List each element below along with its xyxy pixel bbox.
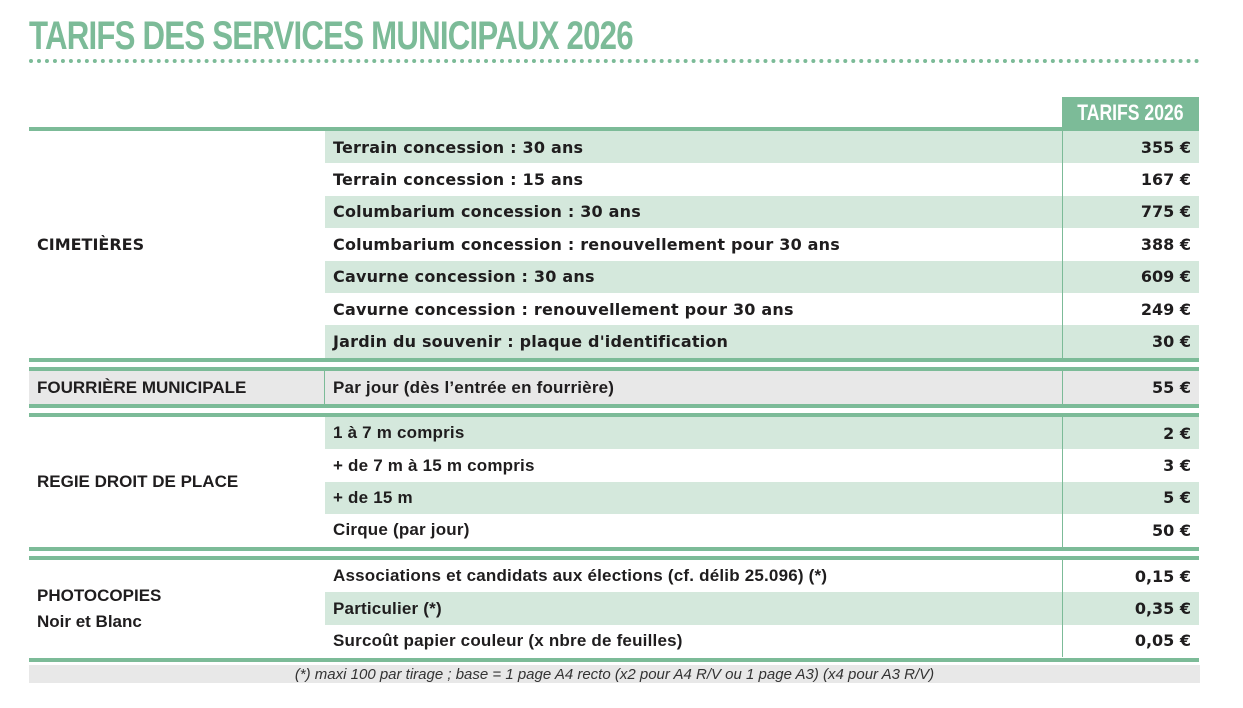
- category-name: CIMETIÈRES: [37, 234, 145, 254]
- row-price: 167 €: [1062, 163, 1199, 195]
- table-row: [325, 449, 1199, 481]
- row-price: 388 €: [1062, 228, 1199, 260]
- table-row: [325, 625, 1199, 657]
- row-price: 30 €: [1062, 325, 1199, 357]
- row-label: 1 à 7 m compris: [333, 423, 465, 443]
- table-row: [325, 325, 1199, 357]
- table-row: [325, 293, 1199, 325]
- table-row: [325, 417, 1199, 449]
- row-price: 609 €: [1062, 261, 1199, 293]
- row-label: Cavurne concession : renouvellement pour 30 ans: [333, 299, 794, 319]
- row-price: 0,35 €: [1062, 592, 1199, 624]
- row-label: Cavurne concession : 30 ans: [333, 267, 595, 287]
- category-label: [29, 560, 333, 658]
- table-row: [325, 592, 1199, 624]
- row-price: 0,15 €: [1062, 560, 1199, 592]
- category-label: [29, 371, 325, 404]
- category-name: REGIE DROIT DE PLACE: [37, 472, 239, 491]
- category-label: [29, 417, 333, 547]
- table-row: [325, 131, 1199, 163]
- category-name: PHOTOCOPIES: [37, 586, 162, 605]
- row-price: 2 €: [1062, 417, 1199, 449]
- row-label: + de 7 m à 15 m compris: [333, 455, 535, 475]
- rows: [325, 417, 1199, 547]
- table-row: [325, 196, 1199, 228]
- category-name: FOURRIÈRE MUNICIPALE: [37, 377, 247, 397]
- title-dotted-divider: [29, 59, 1200, 63]
- table-row: [325, 163, 1199, 195]
- row-price: 249 €: [1062, 293, 1199, 325]
- row-price: 55 €: [1062, 371, 1199, 404]
- row-price: 355 €: [1062, 131, 1199, 163]
- section-cimetieres: [29, 127, 1199, 362]
- rows: [325, 560, 1199, 657]
- row-price: 775 €: [1062, 196, 1199, 228]
- section-regie-droit-de-place: [29, 413, 1199, 551]
- table-row: [325, 371, 1199, 404]
- table-row: [325, 482, 1199, 514]
- row-label: Terrain concession : 15 ans: [333, 170, 584, 190]
- table-row: [325, 228, 1199, 260]
- row-price: 5 €: [1062, 482, 1199, 514]
- row-price: 0,05 €: [1062, 625, 1199, 657]
- row-label: Cirque (par jour): [333, 520, 470, 540]
- footnote-text: (*) maxi 100 par tirage ; base = 1 page A4 recto (x2 pour A4 R/V ou 1 page A3) (x4 pour A3 R/V): [294, 665, 935, 683]
- row-label: Columbarium concession : renouvellement pour 30 ans: [333, 234, 840, 254]
- table-row: [325, 514, 1199, 546]
- row-label: Surcoût papier couleur (x nbre de feuilles): [333, 630, 683, 650]
- row-price: 50 €: [1062, 514, 1199, 546]
- row-label: Terrain concession : 30 ans: [333, 137, 584, 157]
- column-header-tarifs: [1062, 97, 1199, 129]
- rows: [325, 371, 1199, 404]
- section-photocopies: [29, 556, 1199, 662]
- page-title: TARIFS DES SERVICES MUNICIPAUX 2026: [29, 14, 633, 58]
- row-price: 3 €: [1062, 449, 1199, 481]
- category-label: [29, 131, 333, 358]
- footnote: [29, 665, 1200, 683]
- table-row: [325, 261, 1199, 293]
- table-row: [325, 560, 1199, 592]
- row-label: + de 15 m: [333, 487, 413, 507]
- rows: [325, 131, 1199, 358]
- row-label: Columbarium concession : 30 ans: [333, 202, 641, 222]
- row-label: Jardin du souvenir : plaque d'identification: [333, 332, 729, 352]
- row-label: Particulier (*): [333, 598, 442, 618]
- category-subtitle: Noir et Blanc: [37, 612, 142, 631]
- row-label: Associations et candidats aux élections (cf. délib 25.096) (*): [333, 566, 828, 586]
- column-header-label: TARIFS 2026: [1077, 100, 1184, 125]
- row-label: Par jour (dès l’entrée en fourrière): [333, 377, 615, 397]
- section-fourriere: [29, 367, 1199, 408]
